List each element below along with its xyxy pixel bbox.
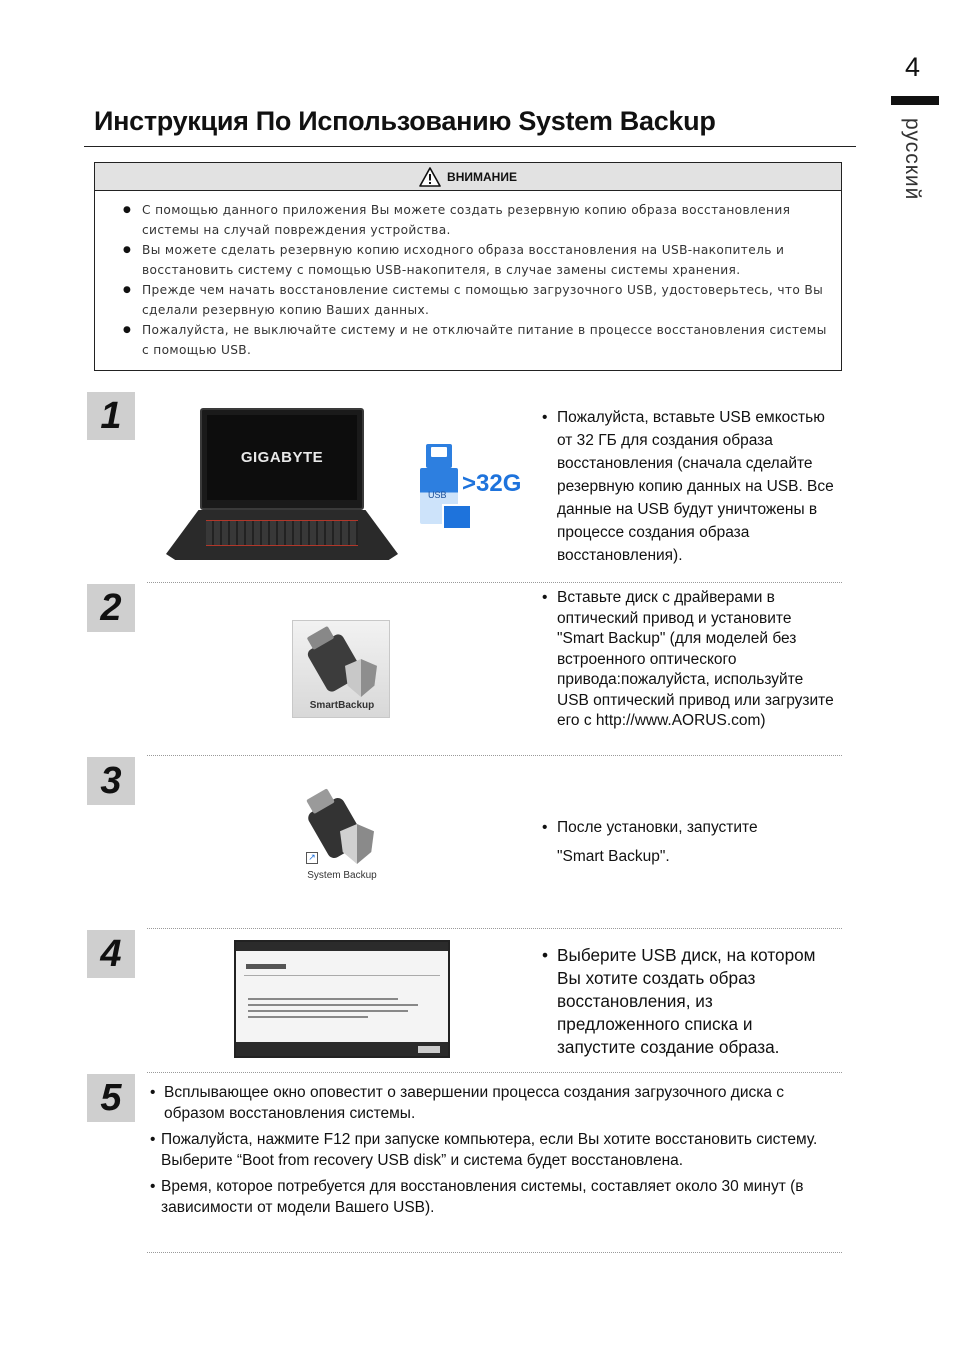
step-4-badge — [87, 930, 135, 978]
warning-item: ● С помощью данного приложения Вы можете создать резервную копию образа восстановления системы на случай повреждения устройства. — [123, 200, 831, 240]
step-2-body: Вставьте диск с драйверами в оптический привод и установите "Smart Backup" (для моделей без встроенного оптического привода:пожалуйста, используйте USB оптический привод или загрузите его с http://www.AORUS.com) — [557, 589, 834, 729]
step-divider — [147, 582, 842, 583]
side-tab-bar — [891, 96, 939, 105]
laptop-brand-logo: GIGABYTE — [240, 449, 324, 466]
bullet: • — [150, 1084, 156, 1101]
shortcut-arrow-icon: ↗ — [306, 852, 318, 864]
step-5-item-text: Всплывающее окно оповестит о завершении процесса создания загрузочного диска с образом восстановления системы. — [164, 1084, 785, 1122]
warning-box — [94, 162, 842, 371]
step-1-body: Пожалуйста, вставьте USB емкостью от 32 ГБ для создания образа восстановления (сначала сделайте резервную копию данных на USB. Все данные на USB будут уничтожены в процессе создания образа восстановления). — [557, 409, 834, 564]
laptop-screen — [207, 415, 357, 500]
laptop-illustration — [166, 408, 398, 562]
warning-label: ВНИМАНИЕ — [447, 169, 517, 184]
page-number: 4 — [905, 52, 921, 82]
step-number: 3 — [100, 760, 122, 802]
shield-icon — [345, 659, 377, 697]
step-5-item — [150, 1083, 844, 1124]
step-4-body: Выберите USB диск, на котором Вы хотите создать образ восстановления, из предложенного списка и запустите создание образа. — [557, 945, 816, 1057]
step-3-text — [542, 818, 834, 867]
window-titlebar — [236, 942, 448, 951]
step-2-badge — [87, 584, 135, 632]
usb-size-label: >32G — [462, 470, 522, 497]
app-window-screenshot — [234, 940, 450, 1058]
window-text-line — [248, 1016, 368, 1018]
window-text-line — [248, 998, 398, 1000]
step-divider — [147, 928, 842, 929]
bullet: • — [150, 1178, 156, 1195]
bullet: • — [542, 819, 548, 836]
step-5-item-text: Время, которое потребуется для восстановления системы, составляет около 30 минут (в зависимости от модели Вашего USB). — [161, 1178, 804, 1216]
step-5-item-text: Пожалуйста, нажмите F12 при запуске компьютера, если Вы хотите восстановить систему. Выберите “Boot from recovery USB disk” и система будет восстановлена. — [161, 1131, 818, 1169]
step-2-text — [542, 588, 834, 732]
window-text-line — [248, 1004, 418, 1006]
system-backup-icon-label: System Backup — [307, 870, 377, 881]
smart-backup-icon — [292, 620, 390, 718]
warning-item: ● Пожалуйста, не выключайте систему и не отключайте питание в процессе восстановления системы с помощью USB. — [123, 320, 831, 360]
warning-triangle-icon — [419, 167, 441, 187]
step-5-item — [150, 1130, 844, 1171]
page-title: Инструкция По Использованию System Backup — [94, 106, 716, 136]
bullet: • — [542, 409, 548, 426]
step-5-badge — [87, 1074, 135, 1122]
laptop-lid — [200, 408, 364, 510]
bullet: • — [542, 945, 549, 965]
step-3-badge — [87, 757, 135, 805]
title-divider — [84, 146, 856, 147]
step-3-line-1: После установки, запустите — [557, 819, 758, 836]
step-divider — [147, 755, 842, 756]
window-footer — [236, 1042, 448, 1056]
step-number: 1 — [100, 395, 122, 437]
usb-card — [442, 504, 472, 530]
shield-icon — [340, 824, 374, 864]
step-number: 2 — [100, 587, 122, 629]
laptop-keyboard — [206, 520, 358, 546]
smart-backup-icon-label: SmartBackup — [309, 700, 375, 711]
step-4-text — [542, 944, 834, 1059]
system-backup-icon — [302, 792, 382, 884]
window-text-line — [248, 1010, 408, 1012]
step-1-badge — [87, 392, 135, 440]
warning-header — [95, 163, 841, 191]
step-divider — [147, 1252, 842, 1253]
language-label: русский — [901, 118, 924, 201]
bullet: • — [542, 589, 548, 606]
window-panel — [244, 966, 440, 976]
window-button — [418, 1046, 440, 1053]
step-1-text — [542, 406, 840, 567]
warning-item: ● Прежде чем начать восстановление системы с помощью загрузочного USB, удостоверьтесь, что Вы сделали резервную копию Ваших данных. — [123, 280, 831, 320]
usb-connector — [426, 444, 452, 468]
step-5-item — [150, 1177, 844, 1218]
warning-item: ● Вы можете сделать резервную копию исходного образа восстановления на USB-накопитель и восстановить систему с помощью USB-накопителя, в случае замены системы хранения. — [123, 240, 831, 280]
step-divider — [147, 1072, 842, 1073]
bullet: • — [150, 1131, 156, 1148]
usb-drive-icon — [418, 444, 528, 532]
step-number: 4 — [100, 933, 122, 975]
warning-list — [95, 191, 841, 360]
usb-body-label: USB — [428, 490, 447, 500]
step-3-line-2: "Smart Backup". — [557, 848, 670, 865]
step-number: 5 — [100, 1077, 122, 1119]
